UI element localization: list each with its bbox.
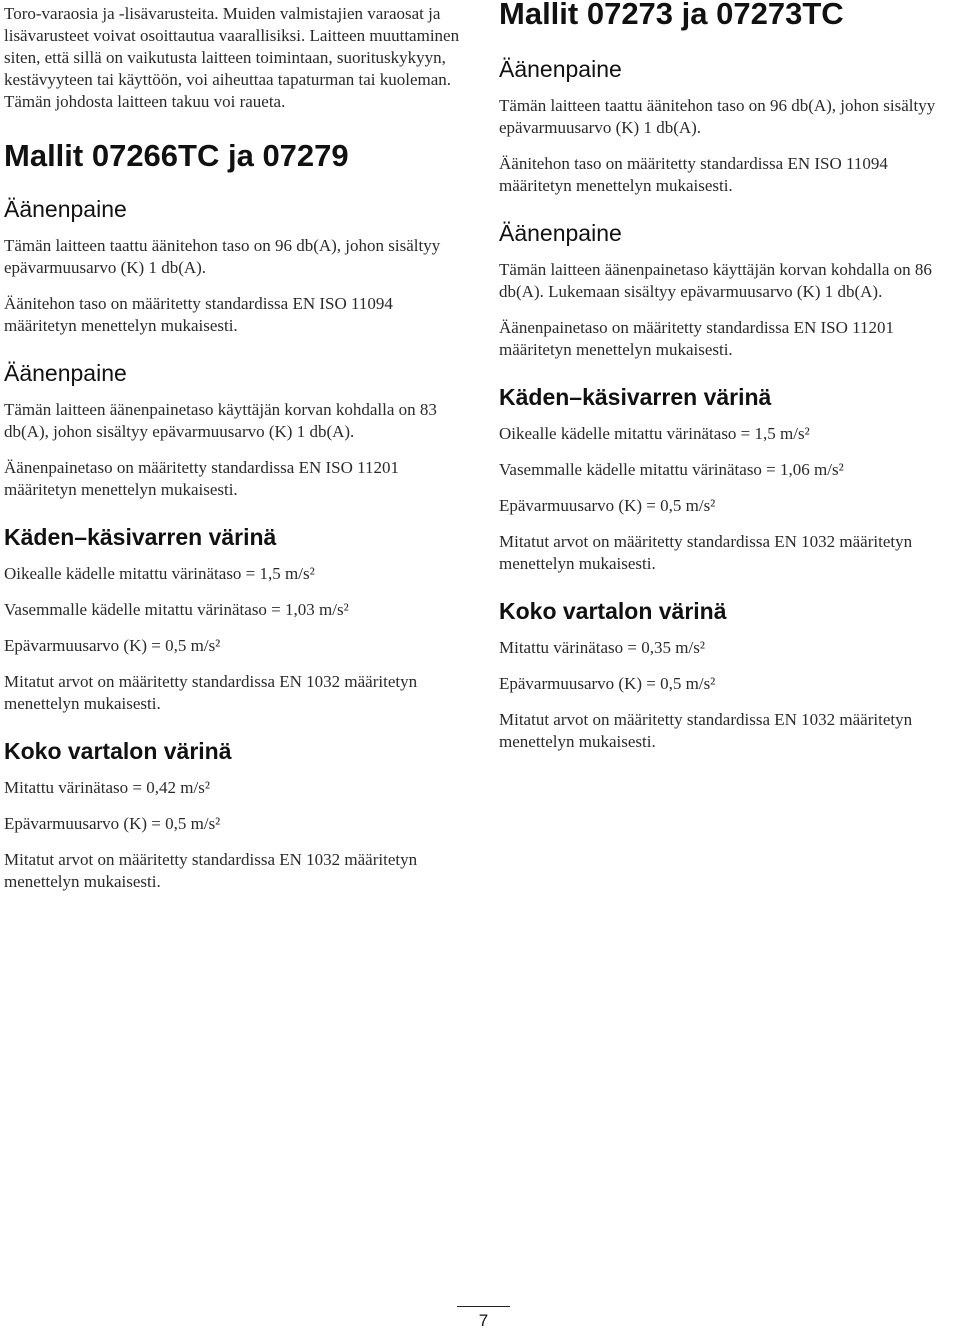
model-title-07273-07273tc: Mallit 07273 ja 07273TC xyxy=(499,0,844,31)
footer-divider xyxy=(457,1306,510,1307)
vibration-standard-paragraph: Mitatut arvot on määritetty standardissa EN 1032 määritetyn menettelyn mukaisesti. xyxy=(4,672,418,713)
intro-paragraph: Toro-varaosia ja -lisävarusteita. Muiden valmistajien varaosat ja lisävarusteet voivat osoittautua vaarallisiksi. Laitteen muuttaminen siten, että sillä on vaikutusta laitteen toimintaan, suorituskykyyn, kestävyyteen tai käyttöön, voi aiheuttaa tapaturman tai kuoleman. Tämän johdosta laitteen takuu voi raueta. xyxy=(4,4,460,111)
section-heading: Äänenpaine xyxy=(4,360,127,386)
whole-body-vibration-section xyxy=(4,737,466,893)
page-number: 7 xyxy=(478,1311,489,1330)
left-hand-vibration: Vasemmalle kädelle mitattu värinätaso = 1,06 m/s² xyxy=(499,460,844,479)
uncertainty-value: Epävarmuusarvo (K) = 0,5 m/s² xyxy=(4,814,221,833)
section-heading: Käden–käsivarren värinä xyxy=(499,384,772,410)
section-heading: Äänenpaine xyxy=(499,220,622,246)
sound-pressure-section xyxy=(499,219,957,361)
sound-power-section xyxy=(499,55,957,197)
right-column xyxy=(499,0,957,767)
hand-arm-vibration-section xyxy=(4,523,466,715)
whole-body-vibration-section xyxy=(499,597,957,753)
vibration-standard-paragraph: Mitatut arvot on määritetty standardissa EN 1032 määritetyn menettelyn mukaisesti. xyxy=(4,850,418,891)
left-hand-vibration: Vasemmalle kädelle mitattu värinätaso = 1,03 m/s² xyxy=(4,600,349,619)
sound-power-standard-paragraph: Äänitehon taso on määritetty standardissa EN ISO 11094 määritetyn menettelyn mukaisesti. xyxy=(499,154,888,195)
sound-pressure-paragraph: Tämän laitteen äänenpainetaso käyttäjän korvan kohdalla on 83 db(A), johon sisältyy epävarmuusarvo (K) 1 db(A). xyxy=(4,400,437,441)
sound-power-paragraph: Tämän laitteen taattu äänitehon taso on 96 db(A), johon sisältyy epävarmuusarvo (K) 1 db(A). xyxy=(4,236,441,277)
sound-pressure-paragraph: Tämän laitteen äänenpainetaso käyttäjän korvan kohdalla on 86 db(A). Lukemaan sisältyy epävarmuusarvo (K) 1 db(A). xyxy=(499,260,932,301)
measured-vibration: Mitattu värinätaso = 0,42 m/s² xyxy=(4,778,210,797)
sound-power-paragraph: Tämän laitteen taattu äänitehon taso on 96 db(A), johon sisältyy epävarmuusarvo (K) 1 db(A). xyxy=(499,96,936,137)
section-heading: Koko vartalon värinä xyxy=(4,738,232,764)
sound-power-section xyxy=(4,195,466,337)
section-heading: Äänenpaine xyxy=(4,196,127,222)
section-heading: Äänenpaine xyxy=(499,56,622,82)
right-hand-vibration: Oikealle kädelle mitattu värinätaso = 1,5 m/s² xyxy=(4,564,315,583)
sound-pressure-section xyxy=(4,359,466,501)
vibration-standard-paragraph: Mitatut arvot on määritetty standardissa EN 1032 määritetyn menettelyn mukaisesti. xyxy=(499,532,913,573)
left-column xyxy=(4,0,466,907)
hand-arm-vibration-section xyxy=(499,383,957,575)
section-heading: Käden–käsivarren värinä xyxy=(4,524,277,550)
uncertainty-value: Epävarmuusarvo (K) = 0,5 m/s² xyxy=(499,674,716,693)
model-title-07266tc-07279: Mallit 07266TC ja 07279 xyxy=(4,138,349,173)
sound-pressure-standard-paragraph: Äänenpainetaso on määritetty standardissa EN ISO 11201 määritetyn menettelyn mukaisesti. xyxy=(499,318,894,359)
sound-pressure-standard-paragraph: Äänenpainetaso on määritetty standardissa EN ISO 11201 määritetyn menettelyn mukaisesti. xyxy=(4,458,399,499)
measured-vibration: Mitattu värinätaso = 0,35 m/s² xyxy=(499,638,705,657)
vibration-standard-paragraph: Mitatut arvot on määritetty standardissa EN 1032 määritetyn menettelyn mukaisesti. xyxy=(499,710,913,751)
right-hand-vibration: Oikealle kädelle mitattu värinätaso = 1,5 m/s² xyxy=(499,424,810,443)
uncertainty-value: Epävarmuusarvo (K) = 0,5 m/s² xyxy=(499,496,716,515)
sound-power-standard-paragraph: Äänitehon taso on määritetty standardissa EN ISO 11094 määritetyn menettelyn mukaisesti. xyxy=(4,294,393,335)
section-heading: Koko vartalon värinä xyxy=(499,598,727,624)
uncertainty-value: Epävarmuusarvo (K) = 0,5 m/s² xyxy=(4,636,221,655)
